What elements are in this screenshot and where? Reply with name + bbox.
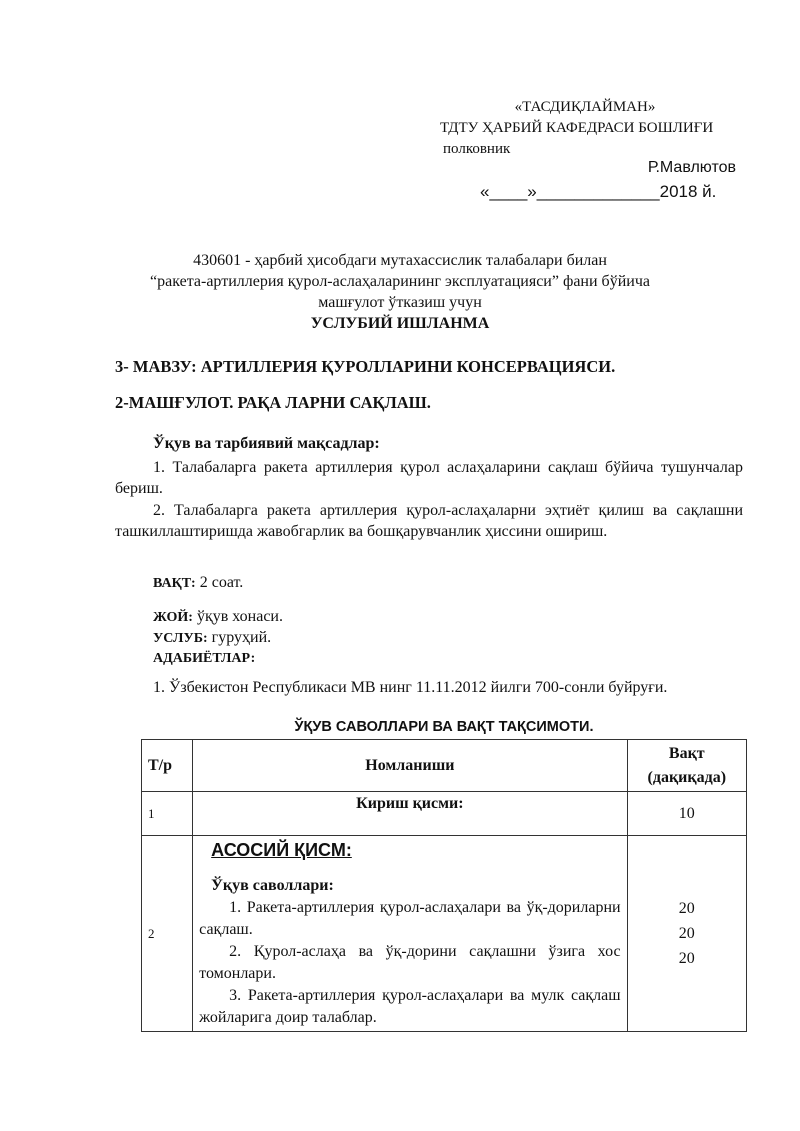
method-label: УСЛУБ: <box>153 631 208 646</box>
literature-item-1: 1. Ўзбекистон Республикаси МВ нинг 11.11.2012 йилги 700-сонли буйруғи. <box>153 679 668 696</box>
time-row <box>153 574 243 592</box>
time-label: ВАҚТ: <box>153 576 196 591</box>
table-header-row <box>142 740 747 792</box>
approval-position: ТДТУ ҲАРБИЙ КАФЕДРАСИ БОШЛИҒИ <box>440 120 714 136</box>
goal-item-2: 2. Талабаларга ракета артиллерия қурол-аслаҳаларни эҳтиёт қилиш ва сақлашни ташкиллаштиришда жавобгарлик ва бошқарувчанлик ҳиссини ошириш. <box>115 502 743 540</box>
header-time-line-1: Вақт <box>668 744 705 762</box>
approval-name: Р.Мавлютов <box>647 159 736 176</box>
table-row <box>142 792 747 836</box>
topic-title: 3- МАВЗУ: АРТИЛЛЕРИЯ ҚУРОЛЛАРИНИ КОНСЕРВАЦИЯСИ. <box>115 357 616 376</box>
header-line-2: “ракета-артиллерия қурол-аслаҳаларининг эксплуатацияси” фани бўйича <box>150 273 650 290</box>
question-1: 1. Ракета-артиллерия қурол-аслаҳалари ва ўқ-дориларни сақлаш. <box>199 899 621 938</box>
question-3: 3. Ракета-артиллерия қурол-аслаҳалари ва мулк сақлаш жойларига доир талаблар. <box>199 987 621 1026</box>
row1-num: 1 <box>142 792 193 836</box>
schedule-table <box>141 739 747 1032</box>
method-row <box>153 629 271 647</box>
header-cell-name: Номланиши <box>193 740 627 792</box>
question-3-time: 20 <box>678 950 695 967</box>
approval-stamp: «ТАСДИҚЛАЙМАН» <box>514 99 656 115</box>
questions-subheading: Ўқув саволлари: <box>211 877 334 894</box>
row2-content <box>193 836 627 1032</box>
question-2: 2. Қурол-аслаҳа ва ўқ-дорини сақлашни ўзига хос томонлари. <box>199 943 621 982</box>
place-value: ўқув хонаси. <box>196 608 283 625</box>
header-cell-time <box>627 740 746 792</box>
goals-heading: Ўқув ва тарбиявий мақсадлар: <box>153 435 380 452</box>
row2-times <box>627 836 746 1032</box>
table-row <box>142 836 747 1032</box>
header-time-line-2: (дақиқада) <box>647 768 727 786</box>
row1-name: Кириш қисми: <box>193 792 627 836</box>
literature-label: АДАБИЁТЛАР: <box>153 651 256 666</box>
method-value: гуруҳий. <box>211 629 272 646</box>
place-label: ЖОЙ: <box>153 610 193 625</box>
document-type: УСЛУБИЙ ИШЛАНМА <box>310 315 490 332</box>
approval-date: «____»_____________2018 й. <box>480 182 717 201</box>
question-1-time: 20 <box>678 900 695 917</box>
time-value: 2 соат. <box>199 574 244 591</box>
goal-item-1: 1. Талабаларга ракета артиллерия қурол аслаҳаларини сақлаш бўйича тушунчалар бериш. <box>115 459 743 497</box>
main-section-title: АСОСИЙ ҚИСМ: <box>211 840 352 860</box>
place-row <box>153 608 283 626</box>
header-line-3: машғулот ўтказиш учун <box>318 294 482 311</box>
row1-time: 10 <box>627 792 746 836</box>
lesson-title: 2-МАШҒУЛОТ. РАҚА ЛАРНИ САҚЛАШ. <box>115 393 431 412</box>
header-cell-num: Т/р <box>142 740 193 792</box>
row2-num: 2 <box>142 836 193 1032</box>
header-line-1: 430601 - ҳарбий ҳисобдаги мутахассислик талабалари билан <box>193 252 607 269</box>
approval-rank: полковник <box>443 141 511 157</box>
question-2-time: 20 <box>678 925 695 942</box>
table-caption: ЎҚУВ САВОЛЛАРИ ВА ВАҚТ ТАҚСИМОТИ. <box>294 719 594 735</box>
